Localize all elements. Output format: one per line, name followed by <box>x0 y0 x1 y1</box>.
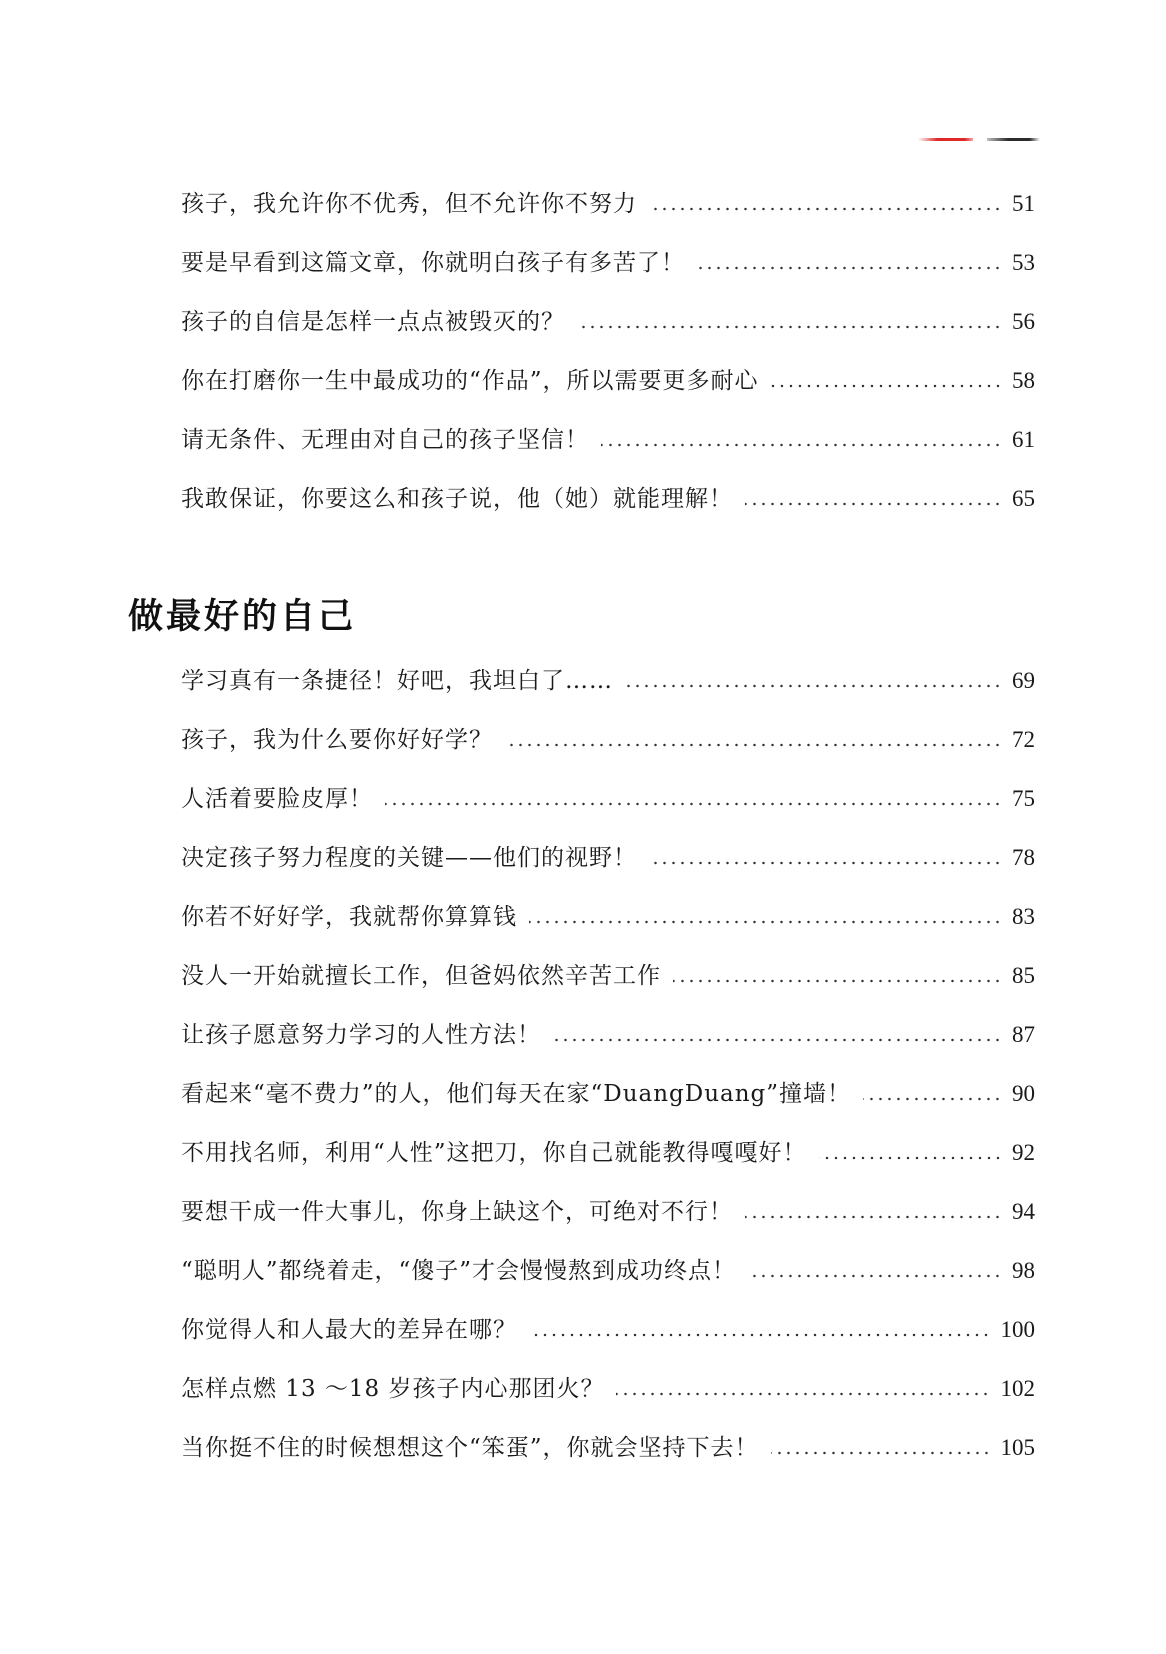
toc-entry-title: 怎样点燃 13 ～18 岁孩子内心那团火？ <box>181 1375 605 1402</box>
toc-entry-page-number: 75 <box>1012 785 1035 811</box>
toc-entry-title: 你觉得人和人最大的差异在哪？ <box>181 1316 517 1343</box>
toc-entry-title: 你若不好好学，我就帮你算算钱 <box>181 903 517 930</box>
toc-entry-page-number: 78 <box>1012 844 1035 870</box>
toc-entry[interactable] <box>181 651 1035 710</box>
toc-entry-page-number: 83 <box>1012 903 1035 929</box>
toc-entry-page-number: 105 <box>1000 1434 1035 1460</box>
toc-entry-title: 我敢保证，你要这么和孩子说，他（她）就能理解！ <box>181 485 733 512</box>
toc-entry[interactable] <box>181 1241 1035 1300</box>
toc-entry[interactable] <box>181 1005 1035 1064</box>
dot-leader <box>771 1451 991 1455</box>
toc-entry-page-number: 53 <box>1012 249 1035 275</box>
toc-entry[interactable] <box>181 469 1035 528</box>
toc-entry[interactable] <box>181 1182 1035 1241</box>
toc-entry-page-number: 65 <box>1012 485 1035 511</box>
toc-entry-page-number: 69 <box>1012 667 1035 693</box>
dot-leader <box>649 861 1002 865</box>
toc-entry-page-number: 61 <box>1012 426 1035 452</box>
toc-entry-title: “聪明人”都绕着走，“傻子”才会慢慢熬到成功终点！ <box>181 1257 737 1284</box>
toc-entry-page-number: 51 <box>1012 190 1035 216</box>
toc-entry-title: 请无条件、无理由对自己的孩子坚信！ <box>181 426 589 453</box>
header-rule-red-segment <box>918 138 973 141</box>
toc-entry-title: 看起来“毫不费力”的人，他们每天在家“DuangDuang”撞墙！ <box>181 1080 852 1107</box>
toc-entry-page-number: 102 <box>1000 1375 1035 1401</box>
toc-entry-title: 让孩子愿意努力学习的人性方法！ <box>181 1021 541 1048</box>
header-decorative-rule <box>918 138 1040 141</box>
toc-entry-title: 要是早看到这篇文章，你就明白孩子有多苦了！ <box>181 249 685 276</box>
toc-entry[interactable] <box>181 351 1035 410</box>
toc-entry[interactable] <box>181 174 1035 233</box>
toc-entry-title: 不用找名师，利用“人性”这把刀，你自己就能教得嘎嘎好！ <box>181 1139 807 1166</box>
toc-entry-page-number: 94 <box>1012 1198 1035 1224</box>
toc-entry-page-number: 85 <box>1012 962 1035 988</box>
toc-entry-page-number: 100 <box>1000 1316 1035 1342</box>
dot-leader <box>863 1097 1002 1101</box>
dot-leader <box>673 979 1002 983</box>
toc-entry-title: 孩子，我为什么要你好好学？ <box>181 726 493 753</box>
toc-entry-title: 人活着要脸皮厚！ <box>181 785 373 812</box>
dot-leader <box>505 743 1002 747</box>
dot-leader <box>385 802 1002 806</box>
dot-leader <box>616 1392 990 1396</box>
toc-entry-title: 学习真有一条捷径！好吧，我坦白了…… <box>181 667 613 694</box>
toc-entry[interactable] <box>181 1064 1035 1123</box>
toc-entry-page-number: 58 <box>1012 367 1035 393</box>
toc-entry-page-number: 72 <box>1012 726 1035 752</box>
toc-entry[interactable] <box>181 887 1035 946</box>
toc-entry-title: 要想干成一件大事儿，你身上缺这个，可绝对不行！ <box>181 1198 733 1225</box>
section-heading: 做最好的自己 <box>128 597 357 637</box>
toc-entry-title: 孩子，我允许你不优秀，但不允许你不努力 <box>181 190 637 217</box>
dot-leader <box>745 1215 1002 1219</box>
toc-entry-title: 孩子的自信是怎样一点点被毁灭的？ <box>181 308 565 335</box>
dot-leader <box>771 384 1002 388</box>
dot-leader <box>625 684 1002 688</box>
toc-entry[interactable] <box>181 410 1035 469</box>
toc-list-part-1 <box>181 174 1035 528</box>
dot-leader <box>529 1333 991 1337</box>
toc-entry[interactable] <box>181 292 1035 351</box>
toc-entry[interactable] <box>181 1123 1035 1182</box>
dot-leader <box>553 1038 1002 1042</box>
toc-entry-title: 没人一开始就擅长工作，但爸妈依然辛苦工作 <box>181 962 661 989</box>
toc-entry-page-number: 87 <box>1012 1021 1035 1047</box>
toc-entry-title: 决定孩子努力程度的关键——他们的视野！ <box>181 844 637 871</box>
toc-entry[interactable] <box>181 1359 1035 1418</box>
toc-entry[interactable] <box>181 233 1035 292</box>
toc-entry[interactable] <box>181 1300 1035 1359</box>
toc-entry[interactable] <box>181 828 1035 887</box>
toc-entry-page-number: 90 <box>1012 1080 1035 1106</box>
toc-entry[interactable] <box>181 946 1035 1005</box>
toc-entry-title: 你在打磨你一生中最成功的“作品”，所以需要更多耐心 <box>181 367 759 394</box>
toc-entry-title: 当你挺不住的时候想想这个“笨蛋”，你就会坚持下去！ <box>181 1434 759 1461</box>
toc-entry-page-number: 56 <box>1012 308 1035 334</box>
dot-leader <box>697 266 1002 270</box>
toc-list-part-2 <box>181 651 1035 1477</box>
dot-leader <box>819 1156 1002 1160</box>
dot-leader <box>649 207 1002 211</box>
dot-leader <box>529 920 1002 924</box>
toc-entry[interactable] <box>181 1418 1035 1477</box>
dot-leader <box>601 443 1002 447</box>
header-rule-dark-segment <box>987 138 1040 141</box>
toc-entry[interactable] <box>181 769 1035 828</box>
toc-entry-page-number: 92 <box>1012 1139 1035 1165</box>
dot-leader <box>748 1274 1002 1278</box>
dot-leader <box>745 502 1002 506</box>
dot-leader <box>577 325 1002 329</box>
toc-entry-page-number: 98 <box>1012 1257 1035 1283</box>
toc-entry[interactable] <box>181 710 1035 769</box>
